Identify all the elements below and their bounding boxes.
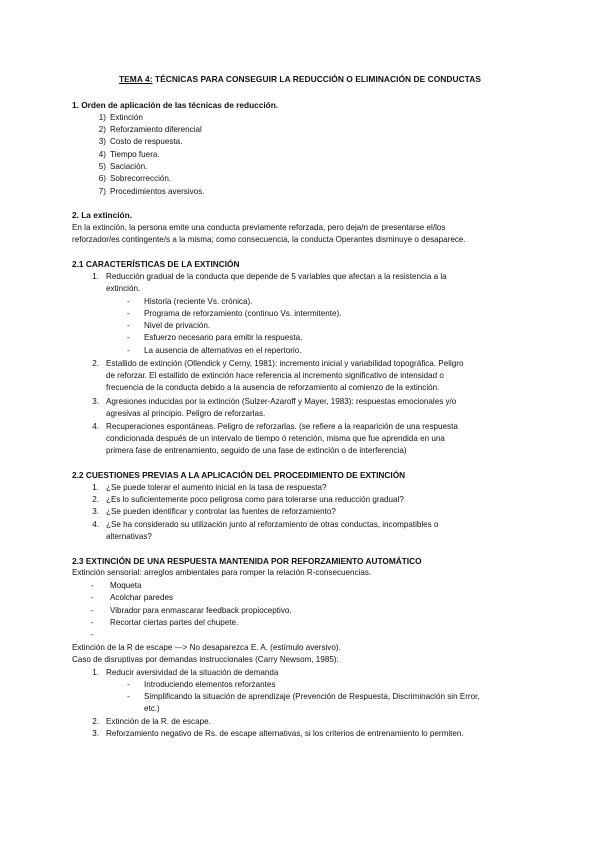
section-2-3-heading: 2.3 EXTINCIÓN DE UNA RESPUESTA MANTENIDA POR REFORZAMIENTO AUTOMÁTICO [72,556,422,566]
section-1-heading: 1. Orden de aplicación de las técnicas de reducción. [72,100,279,110]
variable-item: Esfuerzo necesario para emitir la respuesta. [144,333,303,342]
section-2-paragraph-line: En la extinción, la persona emite una conducta previamente reforzada, pero deja/n de presentarse el/los [72,223,446,232]
technique-item: Extinción [110,113,143,122]
question-item: alternativas? [106,532,152,541]
list-item-text: Reforzamiento negativo de Rs. de escape alternativas, si los criterios de entrenamiento lo permiten. [106,729,464,738]
sensorial-item: Acolchar paredes [110,593,173,602]
list-number: 1. [92,668,99,677]
list-item-text: Agresiones inducidas por la extinción (Sulzer-Azaroff y Mayer, 1983): respuestas emocionales y/o [106,397,457,406]
variable-item: Historia (reciente Vs. crónica). [144,297,253,306]
question-item: ¿Se puede tolerar el aumento inicial en la tasa de respuesta? [106,483,327,492]
list-number: 5) [98,162,106,171]
bullet-marker: - [91,593,94,602]
bullet-marker: - [91,618,94,627]
technique-item: Reforzamiento diferencial [110,125,202,134]
list-item-text: agresivas al principio. Peligro de reforzarlas. [106,409,266,418]
variable-item: La ausencia de alternativas en el repertorio. [144,346,302,355]
dash-marker: - [127,297,130,306]
list-item-text: condicionada después de un intervalo de tiempo ó retención, misma que fue aprendida en una [106,434,445,443]
section-2-2-heading: 2.2 CUESTIONES PREVIAS A LA APLICACIÓN DEL PROCEDIMIENTO DE EXTINCIÓN [72,470,406,480]
variable-item: Nivel de privación. [144,321,211,330]
dash-marker: - [127,309,130,318]
list-number: 6) [98,174,106,183]
sub-item-text: Simplificando la situación de aprendizaje (Prevención de Respuesta, Discriminación sin Error, [144,692,480,701]
sub-item-text: Introduciendo elementos reforzantes [144,680,276,689]
list-number: 2. [92,359,99,368]
sub-item-text: etc.) [144,704,160,713]
list-number: 4) [98,150,106,159]
list-item-text: primera fase de entrenamiento, seguido de una fase de extinción o de interferencia) [106,446,407,455]
dash-marker: - [127,346,130,355]
list-number: 2. [92,717,99,726]
list-number: 1. [92,272,99,281]
case-line: Caso de disruptivas por demandas instruccionales (Carry Newsom, 1985): [72,655,339,664]
section-2-heading: 2. La extinción. [72,210,132,220]
technique-item: Sobrecorrección. [110,174,172,183]
list-item-text: Estallido de extinción (Ollendick y Cerny, 1981): incremento inicial y variabilidad topográfica. Peligro [106,359,464,368]
list-number: 4. [92,422,99,431]
list-number: 3) [98,137,106,146]
technique-item: Procedimientos aversivos. [110,187,205,196]
list-number: 4. [92,520,99,529]
title-text: TÉCNICAS PARA CONSEGUIR LA REDUCCIÓN O ELIMINACIÓN DE CONDUCTAS [152,74,481,84]
bullet-marker: - [91,606,94,615]
technique-item: Saciación. [110,162,148,171]
section-2-1-heading: 2.1 CARACTERÍSTICAS DE LA EXTINCIÓN [72,259,240,269]
bullet-marker: - [91,630,94,639]
list-number: 1) [98,113,106,122]
escape-line: Extinción de la R de escape ---> No desaparezca E. A. (estímulo aversivo). [72,643,341,652]
title-prefix: TEMA 4: [119,74,153,84]
question-item: ¿Se pueden identificar y controlar las fuentes de reforzamiento? [106,507,336,516]
list-item-text: de reforzar. El estallido de extinción hace referencia al incremento significativo de intensidad o [106,371,444,380]
technique-item: Tiempo fuera. [110,150,160,159]
sensorial-intro: Extinción sensorial: arreglos ambientales para romper la relación R-consecuencias. [72,568,372,577]
section-2-paragraph-line: reforzador/es contingente/s a la misma; como consecuencia, la conducta Operantes disminuye o desaparece. [72,235,466,244]
list-number: 2) [98,125,106,134]
list-number: 2. [92,495,99,504]
list-item-text: Reducir aversividad de la situación de demanda [106,668,279,677]
list-item-text: Reducción gradual de la conducta que depende de 5 variables que afectan a la resistencia a la [106,272,447,281]
sensorial-item: Moqueta [110,581,142,590]
list-number: 7) [98,187,106,196]
list-number: 3. [92,729,99,738]
list-item-text: Extinción de la R. de escape. [106,717,211,726]
question-item: ¿Se ha considerado su utilización junto al reforzamiento de otras conductas, incompatibles o [106,520,439,529]
question-item: ¿Es lo suficientemente poco peligrosa como para tolerarse una reducción gradual? [106,495,404,504]
list-number: 3. [92,397,99,406]
list-item-text: Recuperaciones espontáneas. Peligro de reforzarlas. (se refiere a la reaparición de una respuesta [106,422,458,431]
sensorial-item: Recortar ciertas partes del chupete. [110,618,239,627]
list-item-text: frecuencia de la conducta debido a la ausencia de reforzamiento al comienzo de la extinción. [106,383,440,392]
bullet-marker: - [91,581,94,590]
list-number: 1. [92,483,99,492]
technique-item: Costo de respuesta. [110,137,183,146]
dash-marker: - [127,692,130,701]
sensorial-item: Vibrador para enmascarar feedback propioceptivo. [110,606,292,615]
page-title [0,74,600,84]
list-item-text: extinción. [106,284,141,293]
variable-item: Programa de reforzamiento (continuo Vs. intermitente). [144,309,342,318]
dash-marker: - [127,680,130,689]
dash-marker: - [127,333,130,342]
dash-marker: - [127,321,130,330]
list-number: 3. [92,507,99,516]
